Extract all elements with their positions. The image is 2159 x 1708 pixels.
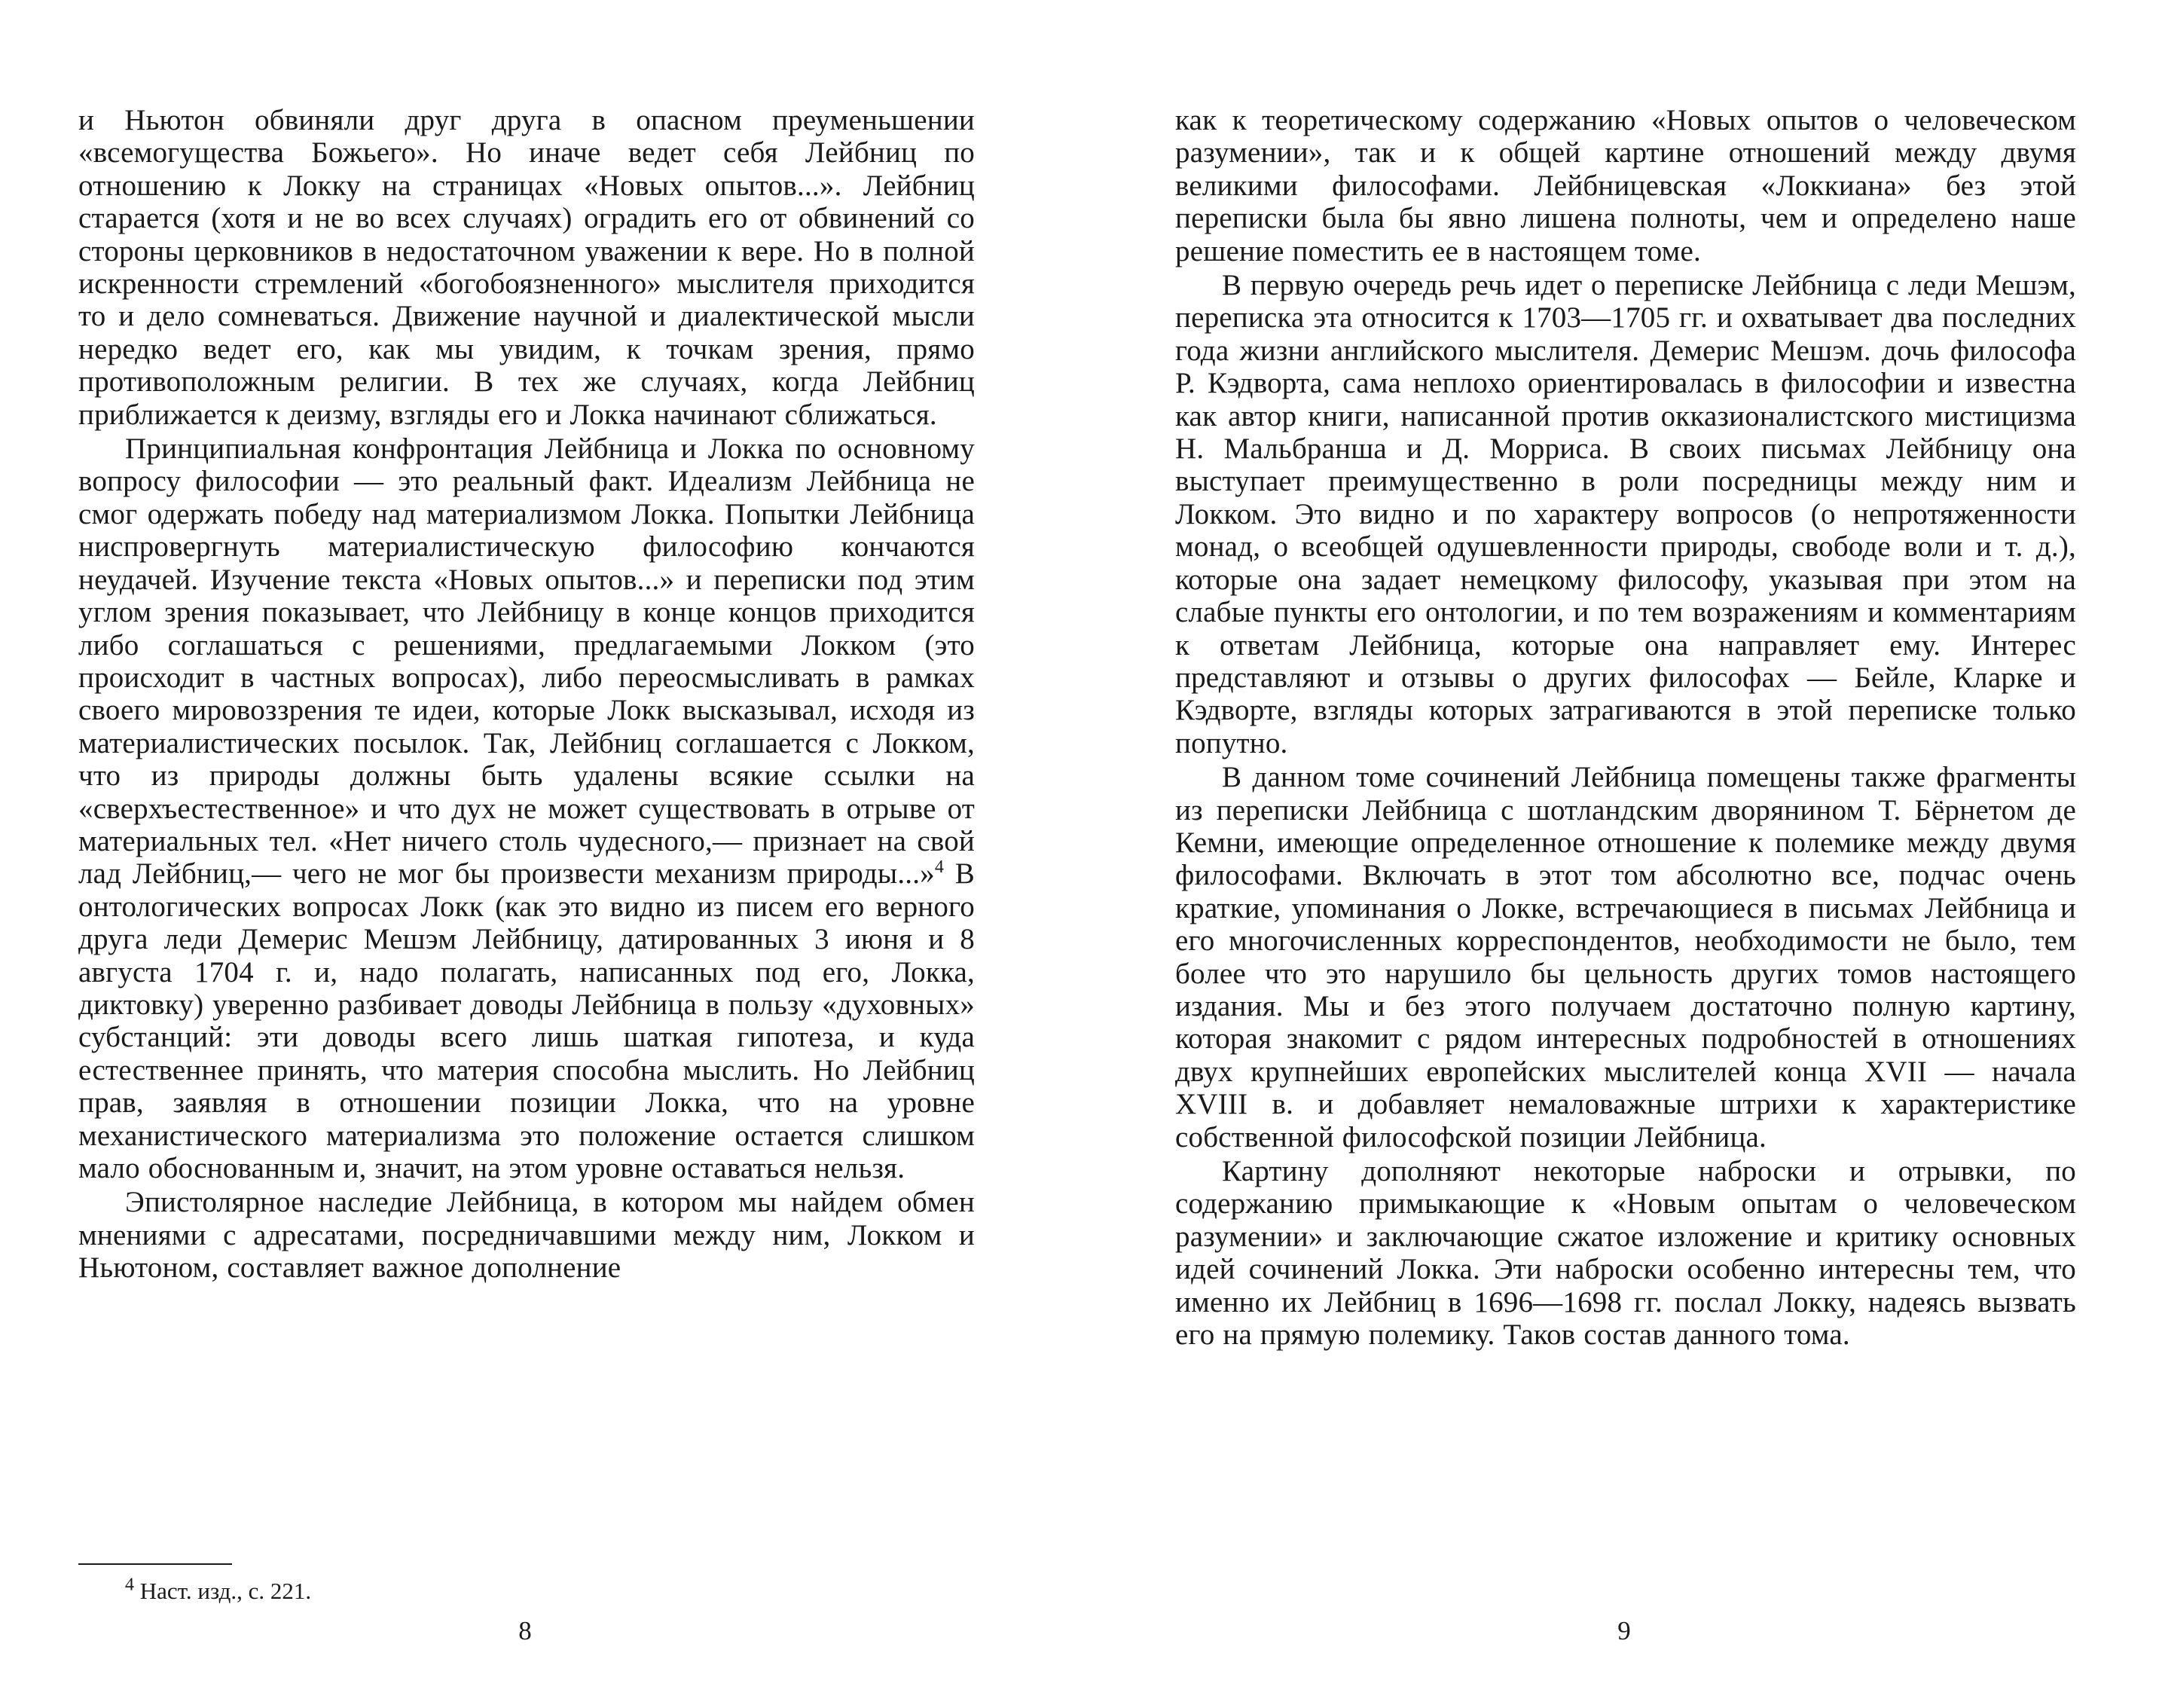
left-paragraph-1: и Ньютон обвиняли друг друга в опасном преуменьшении «всемогущества Божьего». Но иначе ведет себя Лейбниц по отношению к Локку на страницах «Новых опытов...». Лейбниц старается (хотя и не во всех случаях) оградить его от обвинений со стороны церковников в недостаточном уважении к вере. Но в полной искренности стремлений «богобоязненного» мыслителя приходится то и дело сомневаться. Движение научной и диалектической мысли нередко ведет его, как мы увидим, к точкам зрения, прямо противоположным религии. В тех же случаях, когда Лейбниц приближается к деизму, взгляды его и Локка начинают сближаться. — [78, 104, 975, 431]
footnote-divider — [78, 1563, 232, 1565]
right-paragraph-4: Картину дополняют некоторые наброски и отрывки, по содержанию примыкающие к «Новым опытам о человеческом разумении» и заключающие сжатое изложение и критику основных идей сочинений Локка. Эти наброски особенно интересны тем, что именно их Лейбниц в 1696—1698 гг. послал Локку, надеясь вызвать его на прямую полемику. Таков состав данного тома. — [1175, 1155, 2076, 1352]
left-page — [78, 104, 976, 1645]
page-number-right: 9 — [1617, 1616, 1631, 1645]
footnote-mark: 4 — [125, 1575, 134, 1595]
footnote-reference: 4 — [934, 857, 945, 878]
right-page — [1175, 104, 2076, 1645]
left-paragraph-3: Эпистолярное наследие Лейбница, в котором мы найдем обмен мнениями с адресатами, посредничавшими между ним, Локком и Ньютоном, составляет важное дополнение — [78, 1186, 975, 1285]
right-paragraph-1: как к теоретическому содержанию «Новых опытов о человеческом разумении», так и к общей картине отношений между двумя великими философами. Лейбницевская «Локкиана» без этой переписки была бы явно лишена полноты, чем и определено наше решение поместить ее в настоящем томе. — [1175, 104, 2076, 267]
footnote — [125, 1575, 312, 1605]
page-number-left: 8 — [518, 1616, 532, 1645]
right-paragraph-2: В первую очередь речь идет о переписке Лейбница с леди Мешэм, переписка эта относится к 1703—1705 гг. и охватывает два последних года жизни английского мыслителя. Демерис Мешэм. дочь философа Р. Кэдворта, сама неплохо ориентировалась в философии и известна как автор книги, написанной против окказионалистского мистицизма Н. Мальбранша и Д. Морриса. В своих письмах Лейбницу она выступает преимущественно в роли посредницы между ним и Локком. Это видно и по характеру вопросов (о непротяженности монад, о всеобщей одушевленности природы, свободе воли и т. д.), которые она задает немецкому философу, указывая при этом на слабые пункты его онтологии, и по тем возражениям и комментариям к ответам Лейбница, которые она направляет ему. Интерес представляют и отзывы о других философах — Бейле, Кларке и Кэдворте, взгляды которых затрагиваются в этой переписке только попутно. — [1175, 269, 2076, 759]
right-paragraph-3: В данном томе сочинений Лейбница помещены также фрагменты из переписки Лейбница с шотландским дворянином Т. Бёрнетом де Кемни, имеющие определенное отношение к полемике между двумя философами. Включать в этот том абсолютно все, подчас очень краткие, упоминания о Локке, встречающиеся в письмах Лейбница и его многочисленных корреспондентов, необходимости не было, тем более что это нарушило бы цельность других томов настоящего издания. Мы и без этого получаем достаточно полную картину, которая знакомит с рядом интересных подробностей в отношениях двух крупнейших европейских мыслителей конца XVII — начала XVIII в. и добавляет немаловажные штрихи к характеристике собственной философской позиции Лейбница. — [1175, 761, 2076, 1153]
footnote-text: Наст. изд., с. 221. — [139, 1578, 312, 1604]
left-paragraph-2 — [78, 432, 975, 1184]
left-paragraph-2-text: Принципиальная конфронтация Лейбница и Локка по основному вопросу философии — это реальный факт. Идеализм Лейбница не смог одержать победу над материализмом Локка. Попытки Лейбница ниспровергнуть материалистическую философию кончаются неудачей. Изучение текста «Новых опытов...» и переписки под этим углом зрения показывает, что Лейбницу в конце концов приходится либо соглашаться с решениями, предлагаемыми Локком (это происходит в частных вопросах), либо переосмысливать в рамках своего мировоззрения те идеи, которые Локк высказывал, исходя из материалистических посылок. Так, Лейбниц соглашается с Локком, что из природы должны быть удалены всякие ссылки на «сверхъестественное» и что дух не может существовать в отрыве от материальных тел. «Нет ничего столь чудесного,— признает на свой лад Лейбниц,— чего не мог бы произвести механизм природы...» — [78, 432, 975, 891]
left-paragraph-2-continuation: В онтологических вопросах Локк (как это видно из писем его верного друга леди Демерис Мешэм Лейбницу, датированных 3 июня и 8 августа 1704 г. и, надо полагать, написанных под его, Локка, диктовку) уверенно разбивает доводы Лейбница в пользу «духовных» субстанций: эти доводы всего лишь шаткая гипотеза, и куда естественнее принять, что материя способна мыслить. Но Лейбниц прав, заявляя в отношении позиции Локка, что на уровне механистического материализма это положение остается слишком мало обоснованным и, значит, на этом уровне оставаться нельзя. — [78, 857, 976, 1184]
